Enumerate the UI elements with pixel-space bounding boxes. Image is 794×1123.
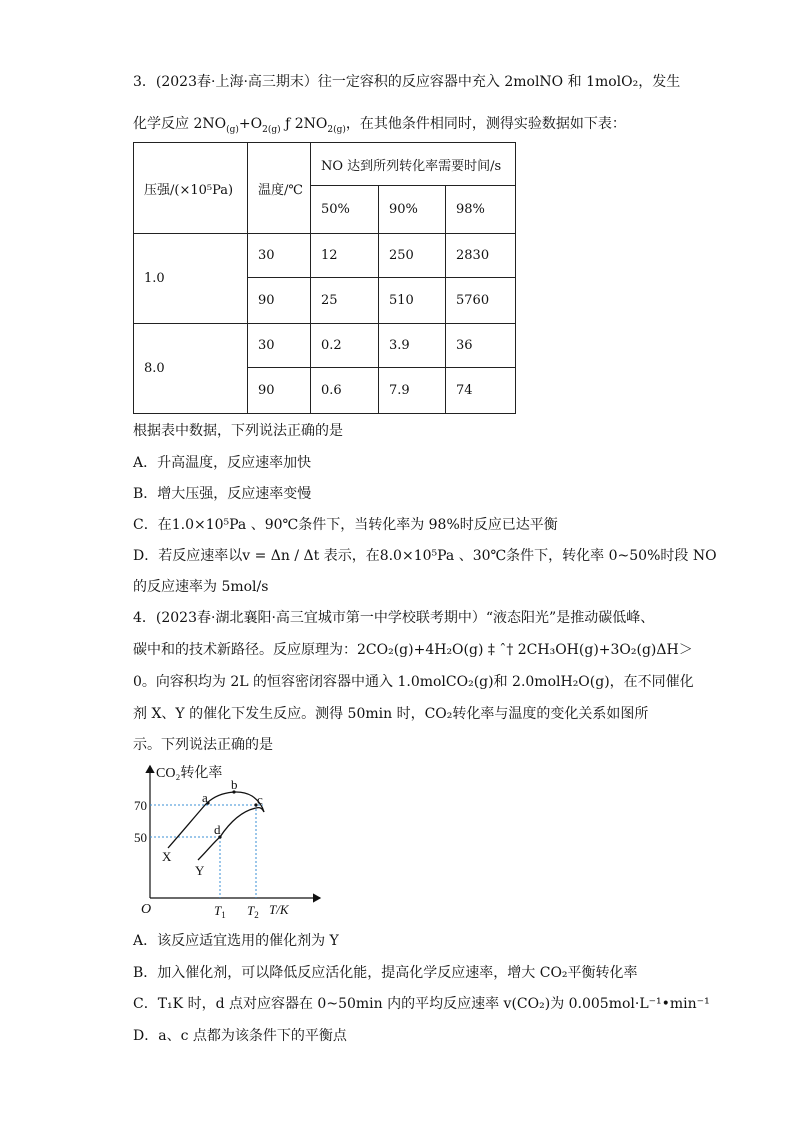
q3-option-b: B．增大压强，反应速率变慢 [133,486,312,502]
q4-conversion-graph [130,760,330,922]
cell-value: 36 [446,324,516,368]
header-conv-50: 50% [311,186,379,234]
q3-sub: (g) [226,124,239,135]
q4-stem-line3: 0。向容积均为 2L 的恒容密闭容器中通入 1.0molCO₂(g)和 2.0molH₂O(g)，在不同催化 [133,674,694,690]
q3-sub: 2(g) [327,124,346,135]
cell-temp: 30 [248,234,311,278]
curve-x [168,792,264,848]
label-d: d [214,822,221,837]
t2-label: T [247,903,255,918]
x-axis-label: T/K [269,902,289,917]
header-time: NO 达到所列转化率需要时间/s [311,143,516,186]
cell-value: 250 [379,234,446,278]
t1-label: T [214,903,222,918]
cell-value: 0.6 [311,368,379,414]
label-c: c [257,792,263,807]
cell-temp: 30 [248,324,311,368]
header-conv-98: 98% [446,186,516,234]
q3-option-c: C．在1.0×10⁵Pa 、90℃条件下，当转化率为 98%时反应已达平衡 [133,517,558,533]
q4-option-c: C．T₁K 时，d 点对应容器在 0~50min 内的平均反应速率 v(CO₂)为 0.005mol·L⁻¹•min⁻¹ [133,996,710,1012]
cell-value: 74 [446,368,516,414]
q3-option-d-line1: D．若反应速率以v = Δn / Δt 表示，在8.0×10⁵Pa 、30℃条件下，转化率 0~50%时段 NO [133,548,717,564]
tick-t1 [214,903,226,920]
t1-sub: 1 [221,910,226,920]
cell-pressure: 8.0 [134,324,248,414]
cell-value: 3.9 [379,324,446,368]
label-x: X [162,849,172,864]
q3-option-d-line2: 的反应速率为 5mol/s [133,579,269,595]
q3-option-a: A．升高温度，反应速率加快 [133,455,312,471]
cell-value: 25 [311,278,379,324]
cell-value: 5760 [446,278,516,324]
label-b: b [231,777,238,792]
q3-sub: 2(g) [262,124,281,135]
tick-70: 70 [134,798,147,813]
q3-question: 根据表中数据，下列说法正确的是 [133,423,343,439]
q3-stem-line1: 3．(2023春·上海·高三期末）往一定容积的反应容器中充入 2molNO 和 1molO₂，发生 [133,74,681,90]
q4-option-a: A．该反应适宜选用的催化剂为 Y [133,933,339,949]
q3-stem-text: ƒ 2NO [280,116,328,132]
y-axis-label: CO₂转化率 [156,766,223,781]
cell-value: 0.2 [311,324,379,368]
header-pressure: 压强/(×10⁵Pa) [134,143,248,234]
tick-t2 [247,903,259,920]
q4-stem-line2: 碳中和的技术新路径。反应原理为：2CO₂(g)+4H₂O(g) ‡ ˆ† 2CH₃OH(g)+3O₂(g)ΔH＞ [133,642,693,658]
header-conv-90: 90% [379,186,446,234]
q3-stem-text: ，在其他条件相同时，测得实验数据如下表： [345,116,626,132]
origin-label: O [141,902,152,917]
cell-temp: 90 [248,368,311,414]
header-temperature: 温度/℃ [248,143,311,234]
q3-data-table [133,142,516,414]
cell-value: 7.9 [379,368,446,414]
q3-stem-line2 [133,114,626,140]
label-y: Y [195,863,205,878]
q4-stem-line5: 示。下列说法正确的是 [133,737,273,753]
q4-stem-line4: 剂 X、Y 的催化下发生反应。测得 50min 时，CO₂转化率与温度的变化关系如图所 [133,706,649,722]
q4-stem-line1: 4．(2023春·湖北襄阳·高三宜城市第一中学校联考期中）“液态阳光”是推动碳低峰、 [133,610,655,626]
curve-y [198,808,264,860]
tick-50: 50 [134,830,147,845]
q4-option-b: B．加入催化剂，可以降低反应活化能，提高化学反应速率，增大 CO₂平衡转化率 [133,965,638,981]
cell-value: 510 [379,278,446,324]
q3-stem-text: 化学反应 2NO [133,116,227,132]
q4-option-d: D．a、c 点都为该条件下的平衡点 [133,1028,347,1044]
cell-value: 12 [311,234,379,278]
label-a: a [202,790,208,805]
cell-pressure: 1.0 [134,234,248,324]
q3-stem-text: +O [238,116,263,132]
cell-value: 2830 [446,234,516,278]
t2-sub: 2 [254,910,259,920]
cell-temp: 90 [248,278,311,324]
